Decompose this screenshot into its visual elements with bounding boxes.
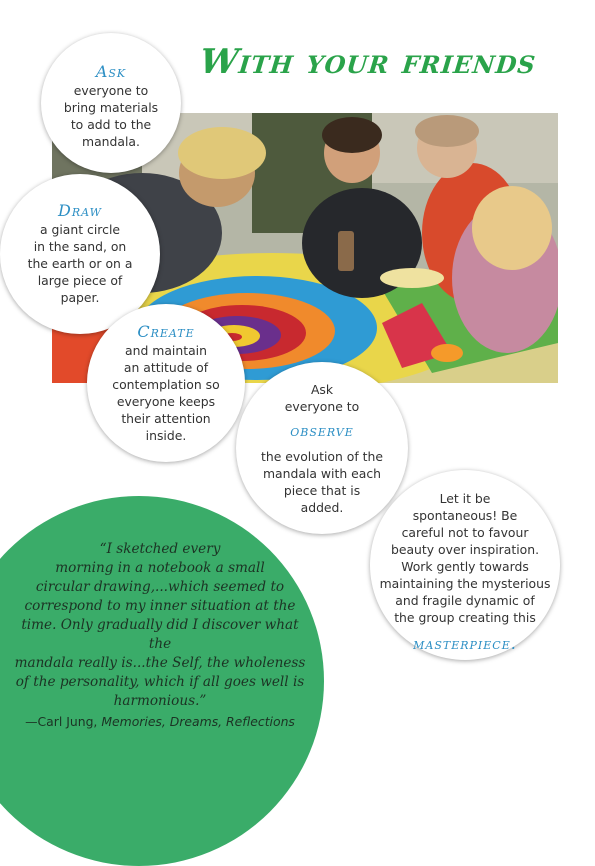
quote-author: —Carl Jung, bbox=[25, 714, 102, 729]
create-text: and maintain an attitude of contemplation so everyone keeps their attention inside. bbox=[112, 342, 220, 443]
draw-keyword: Draw bbox=[58, 201, 102, 220]
quote-citation bbox=[10, 714, 310, 729]
masterpiece-keyword: masterpiece. bbox=[413, 634, 517, 653]
create-bubble bbox=[87, 304, 245, 462]
create-keyword: Create bbox=[137, 321, 195, 341]
ask-text: everyone to bring materials to add to the mandala. bbox=[63, 82, 159, 149]
spontaneous-text: Let it be spontaneous! Be careful not to favour beauty over inspiration. Work gently towards maintaining the mysterious and fragile dynamic of the group creating this bbox=[379, 491, 551, 625]
ask-keyword: Ask bbox=[95, 61, 127, 81]
spontaneous-bubble bbox=[370, 470, 560, 660]
ask-bubble bbox=[41, 33, 181, 173]
observe-keyword: observe bbox=[290, 420, 354, 440]
jung-quote: “I sketched every morning in a notebook a small circular drawing,...which seemed to correspond to my inner situation at the time. Only gradually did I discover what the mandala really is...the Self, the wholeness of the personality, which if all goes well is harmonious.” bbox=[14, 541, 306, 709]
observe-intro: Ask everyone to bbox=[284, 381, 360, 414]
observe-text: the evolution of the mandala with each piece that is added. bbox=[261, 448, 383, 515]
quote-source: Memories, Dreams, Reflections bbox=[101, 714, 295, 729]
page-title: With your friends bbox=[197, 42, 539, 82]
draw-text: a giant circle in the sand, on the earth or on a large piece of paper. bbox=[27, 222, 133, 305]
